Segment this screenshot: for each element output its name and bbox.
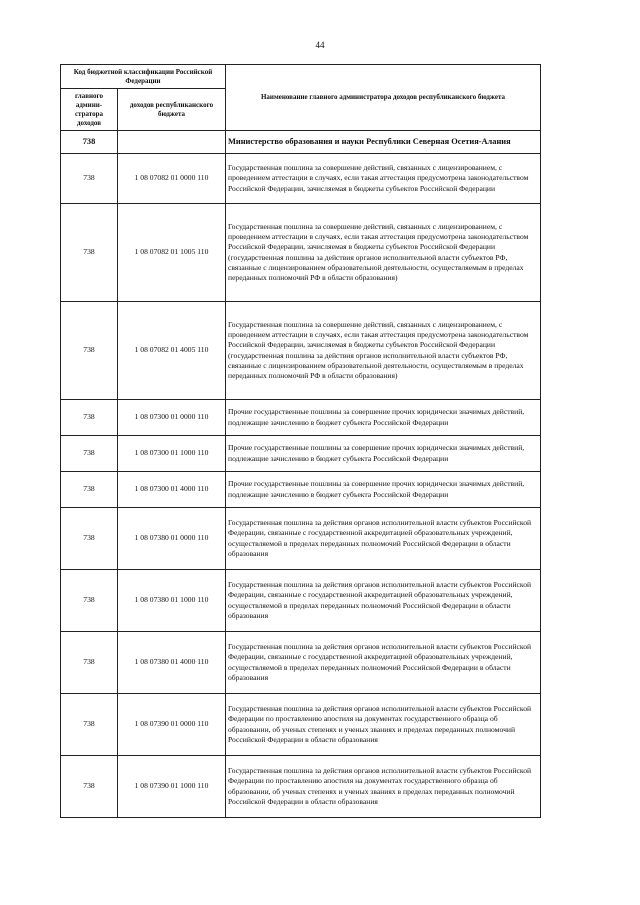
revenue-code-cell: 1 08 07300 01 4000 110 <box>118 472 226 508</box>
revenue-code-cell: 1 08 07390 01 1000 110 <box>118 756 226 818</box>
header-name-column: Наименование главного администратора доходов республиканского бюджета <box>226 65 541 131</box>
table-row <box>61 436 541 472</box>
admin-code-cell: 738 <box>61 436 118 472</box>
page-number: 44 <box>315 40 325 50</box>
table-row <box>61 472 541 508</box>
revenue-name-cell: Государственная пошлина за действия органов исполнительной власти субъектов Российской Федерации, связанные с государственной аккредитацией образовательных учреждений, осуществляемой в пределах переданных полномочий Российской Федерации в области образования <box>226 570 541 632</box>
revenue-code-cell: 1 08 07300 01 1000 110 <box>118 436 226 472</box>
revenue-name-cell: Прочие государственные пошлины за совершение прочих юридически значимых действий, подлежащие зачислению в бюджет субъекта Российской Федерации <box>226 472 541 508</box>
header-code-column: доходов республиканского бюджета <box>118 89 226 131</box>
revenue-name-cell: Прочие государственные пошлины за совершение прочих юридически значимых действий, подлежащие зачислению в бюджет субъекта Российской Федерации <box>226 400 541 436</box>
revenue-code-cell: 1 08 07300 01 0000 110 <box>118 400 226 436</box>
admin-code-cell: 738 <box>61 400 118 436</box>
header-group-label: Код бюджетной классификации Российской Федерации <box>61 65 226 89</box>
revenue-name-cell: Государственная пошлина за совершение действий, связанных с лицензированием, с проведением аттестации в случаях, если такая аттестация предусмотрена законодательством Российской Федерации, зачисляемая в бюджеты субъектов Российской Федерации (государственная пошлина за действия органов исполнительной власти субъектов РФ, связанные с лицензированием образовательной деятельности, осуществляемым в пределах переданных полномочий РФ в области образования) <box>226 204 541 302</box>
admin-code-cell: 738 <box>61 131 118 154</box>
revenue-name-cell: Государственная пошлина за совершение действий, связанных с лицензированием, с проведением аттестации в случаях, если такая аттестация предусмотрена законодательством Российской Федерации, зачисляемая в бюджеты субъектов Российской Федерации (государственная пошлина за действия органов исполнительной власти субъектов РФ, связанные с лицензированием образовательной деятельности, осуществляемым в пределах переданных полномочий РФ в области образования) <box>226 302 541 400</box>
admin-code-cell: 738 <box>61 508 118 570</box>
table-row <box>61 154 541 204</box>
admin-code-cell: 738 <box>61 756 118 818</box>
table-row <box>61 508 541 570</box>
revenue-name-cell: Государственная пошлина за действия органов исполнительной власти субъектов Российской Федерации, связанные с государственной аккредитацией образовательных учреждений, осуществляемой в пределах переданных полномочий Российской Федерации в области образования <box>226 632 541 694</box>
admin-code-cell: 738 <box>61 632 118 694</box>
admin-code-cell: 738 <box>61 154 118 204</box>
admin-code-cell: 738 <box>61 694 118 756</box>
admin-code-cell: 738 <box>61 302 118 400</box>
header-admin-column: главного админи-стратора доходов <box>61 89 118 131</box>
admin-code-cell: 738 <box>61 570 118 632</box>
admin-code-cell: 738 <box>61 204 118 302</box>
table-row <box>61 570 541 632</box>
revenue-name-cell: Государственная пошлина за действия органов исполнительной власти субъектов Российской Федерации по проставлению апостиля на документах государственного образца об образовании, об ученых степенях и ученых званиях и пределах переданных полномочий Российской Федерации в области образования <box>226 694 541 756</box>
revenue-code-cell: 1 08 07380 01 1000 110 <box>118 570 226 632</box>
table-row <box>61 204 541 302</box>
revenue-code-cell: 1 08 07390 01 0000 110 <box>118 694 226 756</box>
table-row <box>61 694 541 756</box>
revenue-code-cell: 1 08 07380 01 0000 110 <box>118 508 226 570</box>
table-row <box>61 400 541 436</box>
revenue-code-cell: 1 08 07082 01 0000 110 <box>118 154 226 204</box>
budget-classification-table <box>60 64 541 818</box>
revenue-code-cell <box>118 131 226 154</box>
table-row <box>61 756 541 818</box>
revenue-name-cell: Государственная пошлина за действия органов исполнительной власти субъектов Российской Федерации по проставлению апостиля на документах государственного образца об образовании, об ученых степенях и ученых званиях в пределах переданных полномочий Российской Федерации в области образования <box>226 756 541 818</box>
revenue-code-cell: 1 08 07082 01 4005 110 <box>118 302 226 400</box>
admin-code-cell: 738 <box>61 472 118 508</box>
table-row <box>61 632 541 694</box>
ministry-row <box>61 131 541 154</box>
table-body <box>61 154 541 818</box>
revenue-code-cell: 1 08 07380 01 4000 110 <box>118 632 226 694</box>
revenue-name-cell: Государственная пошлина за совершение действий, связанных с лицензированием, с проведением аттестации в случаях, если такая аттестация предусмотрена законодательством Российской Федерации, зачисляемая в бюджеты субъектов Российской Федерации <box>226 154 541 204</box>
ministry-name-cell: Министерство образования и науки Республики Северная Осетия-Алания <box>226 131 541 154</box>
revenue-name-cell: Государственная пошлина за действия органов исполнительной власти субъектов Российской Федерации, связанные с государственной аккредитацией образовательных учреждений, осуществляемой в пределах переданных полномочий Российской Федерации в области образования <box>226 508 541 570</box>
table-row <box>61 302 541 400</box>
revenue-name-cell: Прочие государственные пошлины за совершение прочих юридически значимых действий, подлежащие зачислению в бюджет субъекта Российской Федерации <box>226 436 541 472</box>
revenue-code-cell: 1 08 07082 01 1005 110 <box>118 204 226 302</box>
